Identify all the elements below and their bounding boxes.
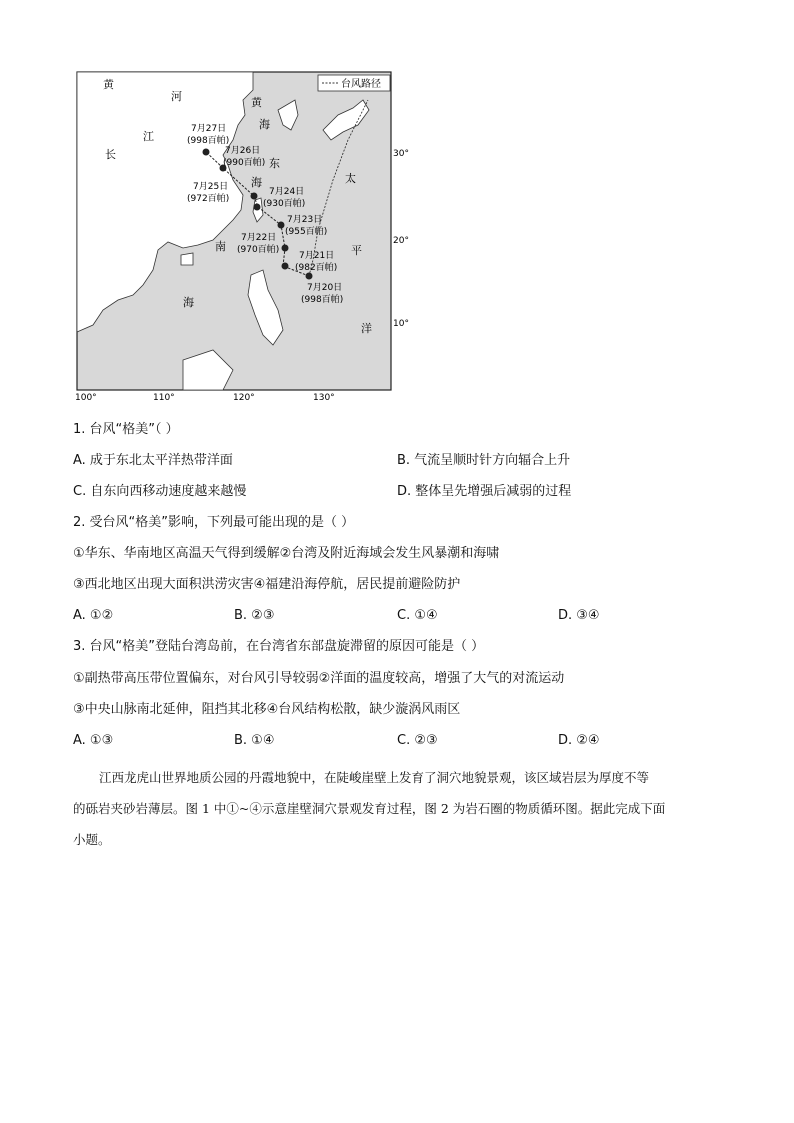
svg-text:(970百帕): (970百帕) xyxy=(237,245,280,255)
track-point-0726 xyxy=(220,145,266,172)
land-hainan xyxy=(181,253,193,265)
svg-text:(990百帕): (990百帕) xyxy=(223,158,266,168)
label-donghai: 海 xyxy=(251,176,262,189)
q1-option-a[interactable]: A. 成于东北太平洋热带洋面 xyxy=(73,453,233,468)
label-yang: 洋 xyxy=(361,322,372,335)
q2-option-a[interactable]: A. ①② xyxy=(73,608,114,623)
passage-line-3: 小题。 xyxy=(73,832,111,847)
svg-text:7月26日: 7月26日 xyxy=(225,146,261,156)
lon-label-100: 100° xyxy=(75,393,97,403)
q3-option-d[interactable]: D. ②④ xyxy=(558,733,600,748)
passage-line-2: 的砾岩夹砂岩薄层。图 1 中①~④示意崖壁洞穴景观发育过程，图 2 为岩石圈的物质循环图。据此完成下面 xyxy=(73,801,666,816)
q2-statements-2: ③西北地区出现大面积洪涝灾害④福建沿海停航，居民提前避险防护 xyxy=(73,577,461,592)
q3-option-b[interactable]: B. ①④ xyxy=(234,733,275,748)
q2-option-d[interactable]: D. ③④ xyxy=(558,608,600,623)
label-dong: 东 xyxy=(269,157,280,170)
label-chang: 长 xyxy=(105,148,116,161)
q1-option-c[interactable]: C. 自东向西移动速度越来越慢 xyxy=(73,484,247,499)
svg-text:7月20日: 7月20日 xyxy=(307,283,343,293)
typhoon-track-map xyxy=(73,70,409,403)
label-nanhai: 海 xyxy=(183,296,194,309)
svg-text:(972百帕): (972百帕) xyxy=(187,194,230,204)
svg-text:7月24日: 7月24日 xyxy=(269,187,305,197)
lon-label-120: 120° xyxy=(233,393,255,403)
passage-line-1: 江西龙虎山世界地质公园的丹霞地貌中，在陡峻崖壁上发育了洞穴地貌景观，该区域岩层为厚度不等 xyxy=(99,770,650,785)
svg-text:(930百帕): (930百帕) xyxy=(263,199,306,209)
svg-text:(982百帕): (982百帕) xyxy=(295,263,338,273)
q2-option-c[interactable]: C. ①④ xyxy=(397,608,438,623)
label-jiang: 江 xyxy=(143,130,154,143)
svg-text:7月21日: 7月21日 xyxy=(299,251,335,261)
lat-label-20: 20° xyxy=(393,236,409,246)
lat-label-10: 10° xyxy=(393,319,409,329)
svg-text:7月27日: 7月27日 xyxy=(191,124,227,134)
q2-stem: 2. 受台风“格美”影响，下列最可能出现的是（ ） xyxy=(73,515,355,530)
label-ping: 平 xyxy=(351,244,362,257)
label-huanghai-2: 海 xyxy=(259,118,270,131)
svg-text:(998百帕): (998百帕) xyxy=(301,295,344,305)
label-nan: 南 xyxy=(215,240,226,253)
q1-stem: 1. 台风“格美”（ ） xyxy=(73,422,179,437)
q3-stem: 3. 台风“格美”登陆台湾岛前，在台湾省东部盘旋滞留的原因可能是（ ） xyxy=(73,639,485,654)
label-huang: 黄 xyxy=(103,78,114,91)
q2-statements-1: ①华东、华南地区高温天气得到缓解②台湾及附近海域会发生风暴潮和海啸 xyxy=(73,546,500,561)
q2-option-b[interactable]: B. ②③ xyxy=(234,608,275,623)
passage xyxy=(73,762,723,855)
lat-label-30: 30° xyxy=(393,149,409,159)
svg-text:7月23日: 7月23日 xyxy=(287,215,323,225)
q1-option-d[interactable]: D. 整体呈先增强后减弱的过程 xyxy=(397,484,572,499)
q3-statements-1: ①副热带高压带位置偏东，对台风引导较弱②洋面的温度较高，增强了大气的对流运动 xyxy=(73,671,565,686)
label-tai: 太 xyxy=(345,172,356,185)
q1-option-b[interactable]: B. 气流呈顺时针方向辐合上升 xyxy=(397,453,571,468)
label-he: 河 xyxy=(171,90,182,103)
svg-text:7月25日: 7月25日 xyxy=(193,182,229,192)
lon-label-130: 130° xyxy=(313,393,335,403)
svg-text:(955百帕): (955百帕) xyxy=(285,227,328,237)
lon-label-110: 110° xyxy=(153,393,175,403)
svg-text:(998百帕): (998百帕) xyxy=(187,136,230,146)
q3-option-c[interactable]: C. ②③ xyxy=(397,733,438,748)
q3-statements-2: ③中央山脉南北延伸，阻挡其北移④台风结构松散，缺少漩涡风雨区 xyxy=(73,702,461,717)
legend-label: 台风路径 xyxy=(341,79,381,90)
label-huanghai-1: 黄 xyxy=(251,96,262,109)
svg-text:7月22日: 7月22日 xyxy=(241,233,277,243)
q3-option-a[interactable]: A. ①③ xyxy=(73,733,114,748)
